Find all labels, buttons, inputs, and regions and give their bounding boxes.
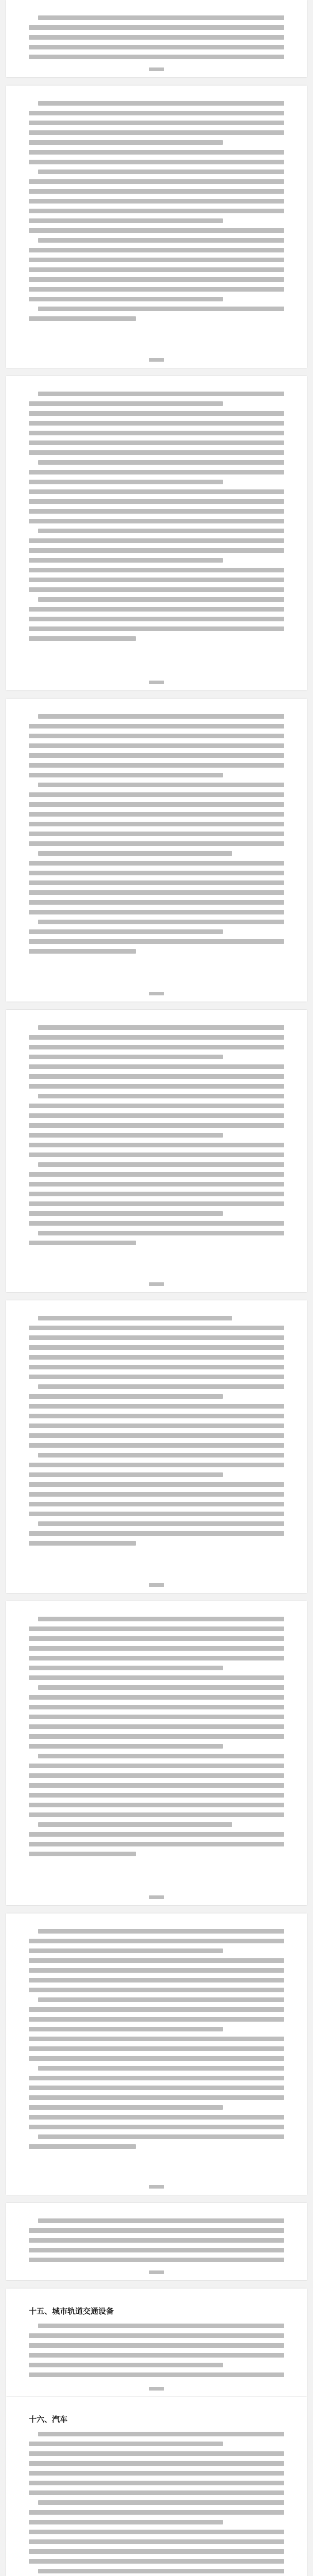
text-line — [29, 209, 284, 213]
text-line — [29, 1812, 284, 1817]
page-body — [29, 1316, 284, 1575]
text-line — [29, 316, 136, 321]
text-line — [29, 140, 223, 145]
text-line — [38, 392, 284, 396]
text-line — [29, 401, 223, 406]
text-line — [29, 1842, 284, 1846]
text-line — [29, 2461, 284, 2466]
text-line — [38, 1822, 232, 1827]
text-line — [29, 792, 284, 797]
text-line — [29, 812, 284, 817]
text-line — [29, 2056, 284, 2061]
text-line — [29, 1192, 284, 1196]
text-line — [29, 2539, 284, 2544]
text-line — [29, 1104, 284, 1108]
text-line — [38, 1521, 284, 1526]
text-line — [29, 1939, 284, 1943]
text-line — [38, 1094, 284, 1098]
text-line — [29, 900, 284, 905]
page-body — [29, 2304, 284, 2379]
text-line — [29, 1734, 284, 1739]
text-line — [29, 2046, 284, 2051]
text-line — [29, 587, 284, 592]
text-line — [29, 2007, 284, 2012]
text-line — [29, 1666, 223, 1670]
text-line — [29, 832, 284, 836]
text-line — [38, 1685, 284, 1690]
text-line — [38, 2324, 284, 2328]
text-line — [29, 1143, 284, 1147]
text-line — [29, 2105, 223, 2110]
text-line — [29, 1472, 223, 1477]
text-line — [29, 1492, 284, 1497]
text-line — [29, 431, 284, 435]
text-line — [29, 2086, 284, 2090]
text-line — [38, 714, 284, 719]
text-line — [29, 2549, 284, 2554]
text-line — [29, 2451, 284, 2456]
text-line — [29, 2144, 136, 2149]
page-number — [149, 2270, 164, 2274]
text-line — [29, 2353, 284, 2358]
text-line — [29, 411, 284, 416]
document-page — [6, 2203, 307, 2280]
text-line — [29, 2530, 284, 2534]
text-line — [29, 35, 284, 40]
page-body — [29, 1025, 284, 1275]
text-line — [38, 1453, 284, 1458]
text-line — [29, 1512, 284, 1516]
text-line — [29, 626, 284, 631]
text-line — [29, 1394, 223, 1399]
text-line — [29, 1988, 284, 1992]
text-line — [29, 1715, 284, 1719]
text-line — [29, 267, 284, 272]
text-line — [38, 15, 284, 20]
text-line — [29, 548, 284, 553]
text-line — [29, 440, 284, 445]
document-page — [6, 376, 307, 690]
text-line — [29, 1172, 284, 1177]
page-number — [149, 2185, 164, 2189]
section-heading: 十五、城市轨道交通设备 — [29, 2307, 114, 2316]
text-line — [29, 519, 284, 523]
text-line — [29, 1035, 284, 1040]
text-line — [29, 2490, 284, 2495]
text-line — [38, 1231, 284, 1235]
text-line — [38, 238, 284, 243]
text-line — [38, 1929, 284, 1934]
page-number — [149, 681, 164, 684]
text-line — [29, 2238, 284, 2243]
text-line — [29, 199, 284, 204]
text-line — [29, 1541, 136, 1546]
text-line — [29, 538, 284, 543]
text-line — [29, 2027, 223, 2031]
text-line — [29, 1064, 284, 1069]
text-line — [29, 2333, 284, 2338]
text-line — [29, 421, 284, 426]
text-line — [29, 1968, 284, 1973]
text-line — [29, 2248, 284, 2252]
text-line — [29, 1958, 284, 1963]
text-line — [29, 111, 284, 115]
text-line — [29, 2442, 223, 2446]
text-line — [29, 568, 284, 572]
text-line — [38, 529, 284, 533]
text-line — [38, 170, 284, 174]
text-line — [29, 1123, 284, 1128]
text-line — [29, 2343, 284, 2348]
text-line — [29, 218, 223, 223]
text-line — [29, 1764, 284, 1768]
text-line — [29, 1695, 284, 1700]
text-line — [29, 258, 284, 262]
text-line — [38, 1754, 284, 1758]
text-line — [29, 297, 223, 301]
text-line — [29, 1201, 284, 1206]
text-line — [29, 2363, 223, 2367]
text-line — [29, 1463, 284, 1467]
text-line — [29, 189, 284, 194]
text-line — [29, 1404, 284, 1409]
page-number — [149, 1583, 164, 1587]
text-line — [29, 2258, 284, 2262]
text-line — [29, 1221, 284, 1226]
text-line — [29, 1113, 284, 1118]
text-line — [29, 1744, 223, 1749]
text-line — [29, 248, 284, 252]
document-page — [6, 2289, 307, 2397]
text-line — [38, 920, 284, 924]
text-line — [29, 1531, 284, 1536]
text-line — [38, 1384, 284, 1389]
text-line — [29, 617, 284, 621]
text-line — [29, 1443, 284, 1448]
text-line — [29, 734, 284, 738]
text-line — [29, 949, 136, 954]
page-number — [149, 992, 164, 995]
text-line — [29, 1705, 284, 1709]
text-line — [29, 1803, 284, 1807]
text-line — [29, 179, 284, 184]
text-line — [29, 861, 284, 866]
text-line — [38, 783, 284, 787]
text-line — [29, 150, 284, 155]
text-line — [29, 1626, 284, 1631]
text-line — [29, 743, 284, 748]
text-line — [38, 1617, 284, 1621]
text-line — [29, 871, 284, 875]
text-line — [29, 1646, 284, 1651]
text-line — [29, 1783, 284, 1788]
text-line — [29, 1355, 284, 1360]
text-line — [29, 802, 284, 807]
page-body — [29, 392, 284, 673]
document-page — [6, 86, 307, 368]
text-line — [29, 2228, 284, 2233]
text-line — [29, 1182, 284, 1187]
page-body — [29, 15, 284, 60]
text-line — [38, 307, 284, 311]
page-body — [29, 101, 284, 350]
text-line — [38, 101, 284, 106]
text-line — [29, 2471, 284, 2476]
text-line — [29, 607, 284, 612]
text-line — [29, 287, 284, 292]
text-line — [29, 1211, 223, 1216]
document-page — [6, 1601, 307, 1905]
page-number — [149, 67, 164, 71]
text-line — [29, 763, 284, 768]
text-line — [29, 1414, 284, 1418]
text-line — [29, 499, 284, 504]
text-line — [29, 2520, 223, 2524]
page-number — [149, 1895, 164, 1899]
text-line — [29, 1793, 284, 1798]
text-line — [29, 2095, 284, 2100]
text-line — [38, 1997, 284, 2002]
page-number — [149, 2387, 164, 2391]
text-line — [29, 1045, 284, 1049]
text-line — [29, 1948, 223, 1953]
text-line — [29, 1656, 284, 1660]
document-page — [6, 2397, 307, 2576]
text-line — [29, 880, 284, 885]
text-line — [38, 2066, 284, 2071]
text-line — [38, 2500, 284, 2505]
text-line — [29, 1852, 136, 1856]
text-line — [29, 1482, 284, 1487]
text-line — [29, 2115, 284, 2120]
text-line — [29, 929, 223, 934]
text-line — [38, 2218, 284, 2223]
text-line — [29, 1241, 136, 1245]
text-line — [29, 939, 284, 944]
text-line — [29, 25, 284, 30]
page-body — [29, 2218, 284, 2263]
text-line — [29, 1055, 223, 1059]
text-line — [29, 578, 284, 582]
section-heading: 十六、汽车 — [29, 2415, 68, 2424]
page-body — [29, 1617, 284, 1888]
text-line — [29, 841, 284, 846]
text-line — [29, 2372, 284, 2377]
text-line — [29, 470, 284, 474]
text-line — [29, 1153, 284, 1157]
text-line — [29, 1084, 284, 1089]
text-line — [29, 480, 223, 484]
text-line — [29, 753, 284, 758]
text-line — [29, 2510, 284, 2515]
text-line — [29, 2125, 284, 2129]
document-page — [6, 0, 307, 77]
document-page — [6, 1913, 307, 2195]
text-line — [38, 851, 232, 856]
text-line — [29, 1433, 284, 1438]
text-line — [38, 1162, 284, 1167]
text-line — [38, 597, 284, 602]
text-line — [38, 1316, 232, 1320]
text-line — [29, 1978, 284, 1982]
text-line — [29, 450, 284, 455]
text-line — [38, 2432, 284, 2436]
text-line — [29, 1326, 284, 1330]
text-line — [29, 636, 136, 641]
text-line — [29, 724, 284, 728]
text-line — [29, 2559, 284, 2564]
text-line — [29, 509, 284, 514]
text-line — [29, 2037, 284, 2041]
text-line — [38, 2134, 284, 2139]
text-line — [29, 45, 284, 49]
text-line — [29, 890, 284, 895]
document-page — [6, 1010, 307, 1292]
text-line — [29, 1375, 284, 1379]
text-line — [29, 1365, 284, 1369]
page-number — [149, 1282, 164, 1286]
text-line — [29, 1724, 284, 1729]
text-line — [29, 55, 284, 59]
text-line — [29, 1423, 284, 1428]
text-line — [29, 1773, 284, 1778]
text-line — [29, 2017, 284, 2022]
document-page — [6, 699, 307, 1002]
text-line — [29, 489, 284, 494]
text-line — [38, 1025, 284, 1030]
text-line — [29, 1675, 284, 1680]
text-line — [29, 822, 284, 826]
text-line — [38, 2569, 284, 2573]
text-line — [29, 228, 284, 233]
text-line — [29, 1133, 223, 1138]
text-line — [29, 2076, 284, 2080]
text-line — [29, 1832, 284, 1837]
text-line — [29, 121, 284, 125]
document-page — [6, 1300, 307, 1593]
page-number — [149, 358, 164, 362]
text-line — [29, 558, 223, 563]
text-line — [29, 1335, 284, 1340]
text-line — [29, 1502, 284, 1506]
text-line — [29, 773, 223, 777]
text-line — [29, 1074, 284, 1079]
page-body — [29, 1929, 284, 2177]
text-line — [29, 130, 284, 135]
text-line — [29, 160, 284, 164]
text-line — [29, 910, 284, 914]
text-line — [29, 1345, 284, 1350]
text-line — [38, 460, 284, 465]
page-body — [29, 2412, 284, 2576]
text-line — [29, 2481, 284, 2485]
text-line — [29, 277, 284, 282]
text-line — [29, 1636, 284, 1641]
page-body — [29, 714, 284, 984]
